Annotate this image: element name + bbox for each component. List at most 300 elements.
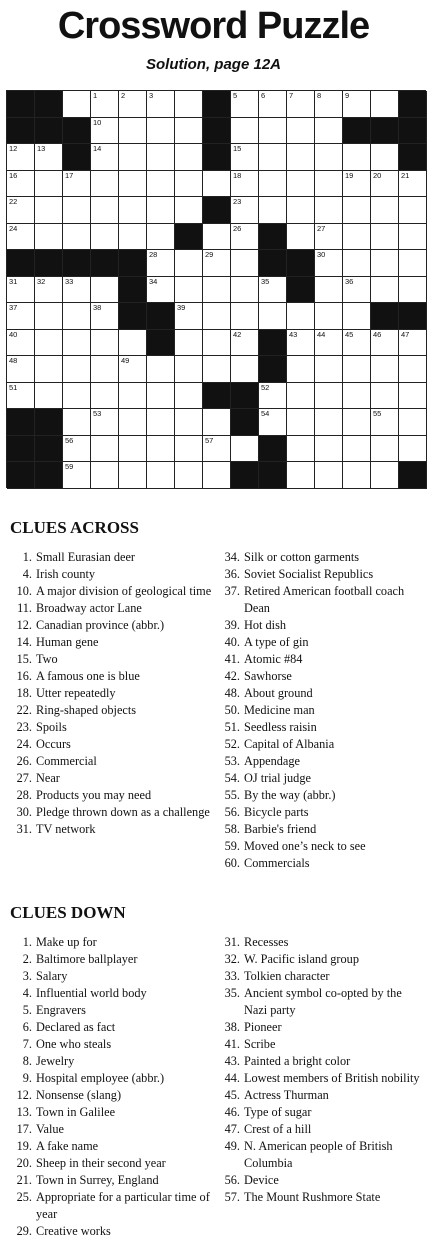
grid-cell[interactable] <box>35 356 63 383</box>
clue-number: 9. <box>22 1071 32 1085</box>
grid-cell[interactable] <box>35 197 63 224</box>
grid-cell-blocked <box>259 224 287 251</box>
grid-cell[interactable] <box>147 436 175 463</box>
clue-text: Appendage <box>244 754 300 768</box>
grid-cell[interactable] <box>175 250 203 277</box>
grid-cell[interactable] <box>371 462 399 489</box>
clue-number: 52. <box>224 737 240 751</box>
grid-cell[interactable] <box>287 171 315 198</box>
clue-text: Baltimore ballplayer <box>36 952 138 966</box>
grid-cell[interactable] <box>399 330 427 357</box>
grid-cell[interactable] <box>231 118 259 145</box>
grid-cell-blocked <box>287 250 315 277</box>
clue-item <box>10 634 215 651</box>
grid-cell[interactable] <box>371 171 399 198</box>
grid-cell[interactable] <box>35 383 63 410</box>
clue-item <box>218 985 423 1019</box>
grid-cell[interactable] <box>175 197 203 224</box>
grid-cell[interactable] <box>371 277 399 304</box>
clue-number: 16. <box>16 669 32 683</box>
cell-number: 53 <box>93 409 102 419</box>
cell-number: 6 <box>261 91 266 100</box>
clue-text: A major division of geological time <box>36 584 212 598</box>
grid-cell[interactable] <box>371 356 399 383</box>
grid-cell-blocked <box>259 356 287 383</box>
grid-cell[interactable] <box>231 303 259 330</box>
grid-cell[interactable] <box>315 250 343 277</box>
clue-text: Type of sugar <box>244 1105 312 1119</box>
grid-cell[interactable] <box>315 462 343 489</box>
grid-cell-blocked <box>399 118 427 145</box>
grid-cell[interactable] <box>259 144 287 171</box>
grid-cell[interactable] <box>343 330 371 357</box>
grid-cell[interactable] <box>371 224 399 251</box>
clue-number: 17. <box>16 1122 32 1136</box>
grid-cell-blocked <box>259 436 287 463</box>
grid-cell[interactable] <box>399 171 427 198</box>
grid-cell[interactable] <box>91 383 119 410</box>
grid-cell[interactable] <box>147 409 175 436</box>
grid-cell[interactable] <box>343 171 371 198</box>
grid-cell[interactable] <box>119 224 147 251</box>
grid-cell[interactable] <box>259 277 287 304</box>
grid-cell[interactable] <box>91 197 119 224</box>
grid-cell[interactable] <box>203 303 231 330</box>
grid-cell[interactable] <box>287 383 315 410</box>
grid-cell[interactable] <box>91 462 119 489</box>
grid-cell[interactable] <box>259 383 287 410</box>
clue-number: 58. <box>224 822 240 836</box>
grid-cell[interactable] <box>63 277 91 304</box>
grid-cell[interactable] <box>203 277 231 304</box>
grid-cell-blocked <box>7 91 35 118</box>
grid-cell[interactable] <box>231 171 259 198</box>
clue-text: Actress Thurman <box>244 1088 329 1102</box>
cell-number: 15 <box>233 144 242 154</box>
clue-item <box>218 685 423 702</box>
cell-number: 9 <box>345 91 350 100</box>
grid-cell-blocked <box>147 303 175 330</box>
clue-text: Recesses <box>244 935 289 949</box>
grid-cell[interactable] <box>287 330 315 357</box>
grid-cell[interactable] <box>203 356 231 383</box>
clue-item <box>10 651 215 668</box>
grid-cell[interactable] <box>7 356 35 383</box>
grid-cell[interactable] <box>343 144 371 171</box>
grid-cell[interactable] <box>315 171 343 198</box>
clue-number: 55. <box>224 788 240 802</box>
cell-number: 22 <box>9 197 18 207</box>
grid-cell[interactable] <box>175 144 203 171</box>
grid-cell[interactable] <box>287 91 315 118</box>
clue-item <box>10 770 215 787</box>
clue-number: 1. <box>22 550 32 564</box>
grid-cell[interactable] <box>399 224 427 251</box>
grid-cell[interactable] <box>231 224 259 251</box>
grid-cell[interactable] <box>287 462 315 489</box>
clue-item <box>10 1036 215 1053</box>
clue-text: Sheep in their second year <box>36 1156 166 1170</box>
grid-cell-blocked <box>399 91 427 118</box>
grid-cell[interactable] <box>91 436 119 463</box>
grid-cell[interactable] <box>63 462 91 489</box>
grid-cell[interactable] <box>147 224 175 251</box>
grid-cell-blocked <box>7 250 35 277</box>
grid-cell[interactable] <box>7 330 35 357</box>
cell-number: 45 <box>345 329 354 339</box>
grid-cell-blocked <box>7 118 35 145</box>
grid-cell[interactable] <box>91 330 119 357</box>
cell-number: 18 <box>233 170 242 180</box>
grid-cell[interactable] <box>175 356 203 383</box>
cell-number: 56 <box>65 435 74 445</box>
clue-number: 48. <box>224 686 240 700</box>
clue-item <box>10 1172 215 1189</box>
grid-cell[interactable] <box>91 409 119 436</box>
clue-item <box>218 1019 423 1036</box>
grid-cell-blocked <box>175 224 203 251</box>
grid-cell[interactable] <box>315 436 343 463</box>
cell-number: 24 <box>9 223 18 233</box>
clue-number: 1. <box>22 935 32 949</box>
grid-cell[interactable] <box>203 171 231 198</box>
clue-item <box>218 821 423 838</box>
grid-cell[interactable] <box>63 303 91 330</box>
grid-cell[interactable] <box>35 303 63 330</box>
grid-cell[interactable] <box>119 356 147 383</box>
grid-cell[interactable] <box>91 277 119 304</box>
grid-cell[interactable] <box>91 303 119 330</box>
grid-cell[interactable] <box>371 91 399 118</box>
grid-cell[interactable] <box>63 91 91 118</box>
grid-cell[interactable] <box>203 436 231 463</box>
clue-number: 56. <box>224 805 240 819</box>
grid-cell[interactable] <box>343 197 371 224</box>
grid-cell[interactable] <box>231 277 259 304</box>
clue-item <box>10 736 215 753</box>
grid-cell[interactable] <box>63 197 91 224</box>
grid-cell[interactable] <box>371 409 399 436</box>
clue-text: Irish county <box>36 567 96 581</box>
grid-cell[interactable] <box>287 356 315 383</box>
clue-number: 20. <box>16 1156 32 1170</box>
grid-cell[interactable] <box>231 197 259 224</box>
grid-cell[interactable] <box>343 250 371 277</box>
clue-text: Salary <box>36 969 68 983</box>
clue-text: Nonsense (slang) <box>36 1088 122 1102</box>
clue-text: TV network <box>36 822 96 836</box>
grid-cell[interactable] <box>315 409 343 436</box>
grid-cell[interactable] <box>231 356 259 383</box>
clue-item <box>218 566 423 583</box>
grid-cell[interactable] <box>91 118 119 145</box>
clue-number: 21. <box>16 1173 32 1187</box>
grid-cell[interactable] <box>287 118 315 145</box>
grid-cell[interactable] <box>119 330 147 357</box>
grid-cell[interactable] <box>259 303 287 330</box>
grid-cell[interactable] <box>175 171 203 198</box>
grid-cell[interactable] <box>203 330 231 357</box>
grid-cell-blocked <box>203 383 231 410</box>
grid-cell[interactable] <box>343 383 371 410</box>
clue-number: 11. <box>17 601 32 615</box>
grid-cell[interactable] <box>63 330 91 357</box>
clue-number: 44. <box>224 1071 240 1085</box>
grid-cell[interactable] <box>175 303 203 330</box>
grid-cell[interactable] <box>91 91 119 118</box>
clue-number: 26. <box>16 754 32 768</box>
grid-cell[interactable] <box>119 118 147 145</box>
clue-number: 50. <box>224 703 240 717</box>
grid-cell[interactable] <box>7 197 35 224</box>
cell-number: 14 <box>93 144 102 154</box>
grid-cell-blocked <box>203 91 231 118</box>
grid-cell[interactable] <box>91 144 119 171</box>
clue-number: 29. <box>16 1224 32 1238</box>
clue-number: 53. <box>224 754 240 768</box>
grid-cell[interactable] <box>119 197 147 224</box>
clue-number: 34. <box>224 550 240 564</box>
grid-cell[interactable] <box>7 277 35 304</box>
grid-cell[interactable] <box>119 171 147 198</box>
clue-text: Hospital employee (abbr.) <box>36 1071 165 1085</box>
grid-cell[interactable] <box>315 356 343 383</box>
cell-number: 43 <box>289 329 298 339</box>
grid-cell[interactable] <box>371 197 399 224</box>
grid-cell[interactable] <box>371 436 399 463</box>
cell-number: 38 <box>93 303 102 313</box>
clue-number: 60. <box>224 856 240 870</box>
solution-reference: Solution, page 12A <box>145 56 281 73</box>
grid-cell[interactable] <box>175 462 203 489</box>
grid-cell[interactable] <box>7 383 35 410</box>
clue-item <box>10 1070 215 1087</box>
grid-cell[interactable] <box>63 409 91 436</box>
grid-cell[interactable] <box>343 91 371 118</box>
grid-cell[interactable] <box>175 330 203 357</box>
clue-text: Canadian province (abbr.) <box>36 618 165 632</box>
grid-cell[interactable] <box>147 462 175 489</box>
clue-text: Seedless raisin <box>244 720 317 734</box>
grid-cell[interactable] <box>259 118 287 145</box>
clue-item <box>10 600 215 617</box>
clue-number: 23. <box>16 720 32 734</box>
grid-cell[interactable] <box>315 224 343 251</box>
grid-cell[interactable] <box>315 277 343 304</box>
clue-text: Sawhorse <box>244 669 292 683</box>
grid-cell[interactable] <box>147 250 175 277</box>
grid-cell[interactable] <box>343 409 371 436</box>
clue-number: 18. <box>16 686 32 700</box>
grid-cell[interactable] <box>371 330 399 357</box>
grid-cell[interactable] <box>315 91 343 118</box>
grid-cell[interactable] <box>7 224 35 251</box>
grid-cell[interactable] <box>147 118 175 145</box>
grid-cell[interactable] <box>35 224 63 251</box>
cell-number: 1 <box>93 91 98 100</box>
clue-text: W. Pacific island group <box>244 952 359 966</box>
grid-cell[interactable] <box>399 197 427 224</box>
clue-text: Commercials <box>244 856 310 870</box>
grid-cell[interactable] <box>231 91 259 118</box>
grid-cell[interactable] <box>203 224 231 251</box>
grid-cell[interactable] <box>91 356 119 383</box>
cell-number: 54 <box>261 409 270 419</box>
grid-cell-blocked <box>399 303 427 330</box>
grid-cell[interactable] <box>63 171 91 198</box>
grid-cell[interactable] <box>259 197 287 224</box>
grid-cell[interactable] <box>147 144 175 171</box>
clue-number: 5. <box>22 1003 32 1017</box>
grid-cell[interactable] <box>399 277 427 304</box>
grid-cell[interactable] <box>175 409 203 436</box>
cell-number: 30 <box>317 250 326 260</box>
grid-cell[interactable] <box>35 171 63 198</box>
cell-number: 39 <box>177 303 186 313</box>
grid-cell[interactable] <box>203 250 231 277</box>
grid-cell[interactable] <box>343 277 371 304</box>
clue-item <box>218 583 423 617</box>
grid-cell[interactable] <box>315 330 343 357</box>
grid-cell[interactable] <box>315 383 343 410</box>
grid-cell[interactable] <box>175 118 203 145</box>
clue-item <box>218 1189 423 1206</box>
clue-item <box>218 617 423 634</box>
grid-cell[interactable] <box>147 91 175 118</box>
grid-cell[interactable] <box>287 409 315 436</box>
grid-cell[interactable] <box>315 303 343 330</box>
clue-number: 24. <box>16 737 32 751</box>
clue-item <box>10 1104 215 1121</box>
grid-cell[interactable] <box>7 144 35 171</box>
grid-cell[interactable] <box>147 197 175 224</box>
clue-text: Barbie's friend <box>244 822 317 836</box>
grid-cell[interactable] <box>119 462 147 489</box>
clue-text: Utter repeatedly <box>36 686 116 700</box>
grid-cell[interactable] <box>119 144 147 171</box>
grid-cell[interactable] <box>63 224 91 251</box>
grid-cell[interactable] <box>399 250 427 277</box>
grid-cell[interactable] <box>399 409 427 436</box>
clue-text: A fake name <box>36 1139 99 1153</box>
grid-cell-blocked <box>371 118 399 145</box>
grid-cell[interactable] <box>399 383 427 410</box>
clue-item <box>218 736 423 753</box>
grid-cell[interactable] <box>175 436 203 463</box>
grid-cell[interactable] <box>287 197 315 224</box>
grid-cell[interactable] <box>259 171 287 198</box>
grid-cell[interactable] <box>119 409 147 436</box>
grid-cell[interactable] <box>35 330 63 357</box>
grid-cell[interactable] <box>231 330 259 357</box>
clue-number: 6. <box>22 1020 32 1034</box>
grid-cell[interactable] <box>147 171 175 198</box>
grid-cell[interactable] <box>371 250 399 277</box>
grid-cell[interactable] <box>399 436 427 463</box>
grid-cell[interactable] <box>119 383 147 410</box>
grid-cell[interactable] <box>63 383 91 410</box>
clue-item <box>10 985 215 1002</box>
clue-item <box>10 821 215 838</box>
grid-cell[interactable] <box>119 436 147 463</box>
cell-number: 28 <box>149 250 158 260</box>
grid-cell[interactable] <box>147 356 175 383</box>
grid-cell[interactable] <box>287 303 315 330</box>
grid-cell[interactable] <box>371 383 399 410</box>
grid-cell[interactable] <box>119 91 147 118</box>
grid-cell[interactable] <box>343 303 371 330</box>
grid-cell[interactable] <box>147 277 175 304</box>
grid-cell[interactable] <box>287 436 315 463</box>
grid-cell[interactable] <box>203 462 231 489</box>
grid-cell[interactable] <box>203 409 231 436</box>
grid-cell[interactable] <box>343 462 371 489</box>
clue-text: Scribe <box>244 1037 276 1051</box>
grid-cell[interactable] <box>231 250 259 277</box>
grid-cell[interactable] <box>175 383 203 410</box>
grid-cell[interactable] <box>91 224 119 251</box>
clue-number: 43. <box>224 1054 240 1068</box>
clue-number: 35. <box>224 986 240 1000</box>
grid-cell[interactable] <box>35 144 63 171</box>
grid-cell[interactable] <box>91 171 119 198</box>
clue-number: 47. <box>224 1122 240 1136</box>
grid-cell[interactable] <box>287 224 315 251</box>
grid-cell[interactable] <box>399 356 427 383</box>
grid-cell[interactable] <box>315 118 343 145</box>
grid-cell[interactable] <box>287 144 315 171</box>
cell-number: 31 <box>9 276 18 286</box>
clue-number: 46. <box>224 1105 240 1119</box>
grid-cell[interactable] <box>315 144 343 171</box>
grid-cell[interactable] <box>63 436 91 463</box>
grid-cell[interactable] <box>35 277 63 304</box>
grid-cell-blocked <box>399 462 427 489</box>
grid-cell-blocked <box>63 250 91 277</box>
grid-cell[interactable] <box>147 383 175 410</box>
clue-text: Moved one’s neck to see <box>244 839 366 853</box>
clue-item <box>10 668 215 685</box>
grid-cell[interactable] <box>7 303 35 330</box>
grid-cell[interactable] <box>343 224 371 251</box>
clue-number: 39. <box>224 618 240 632</box>
grid-cell[interactable] <box>175 91 203 118</box>
grid-cell-blocked <box>35 250 63 277</box>
grid-cell[interactable] <box>231 144 259 171</box>
grid-cell[interactable] <box>371 144 399 171</box>
grid-cell[interactable] <box>175 277 203 304</box>
grid-cell[interactable] <box>231 436 259 463</box>
clue-text: Crest of a hill <box>244 1122 312 1136</box>
clue-number: 51. <box>224 720 240 734</box>
grid-cell[interactable] <box>259 409 287 436</box>
clue-text: Soviet Socialist Republics <box>244 567 374 581</box>
cell-number: 40 <box>9 329 18 339</box>
grid-cell[interactable] <box>315 197 343 224</box>
clue-text: About ground <box>244 686 313 700</box>
clues-down-heading: CLUES DOWN <box>10 903 126 922</box>
grid-cell[interactable] <box>343 436 371 463</box>
clue-text: Silk or cotton garments <box>244 550 360 564</box>
cell-number: 16 <box>9 170 18 180</box>
grid-cell[interactable] <box>7 171 35 198</box>
grid-cell[interactable] <box>259 91 287 118</box>
grid-cell[interactable] <box>343 356 371 383</box>
grid-cell[interactable] <box>63 356 91 383</box>
clue-item <box>10 617 215 634</box>
clue-item <box>10 566 215 583</box>
grid-cell-blocked <box>35 118 63 145</box>
